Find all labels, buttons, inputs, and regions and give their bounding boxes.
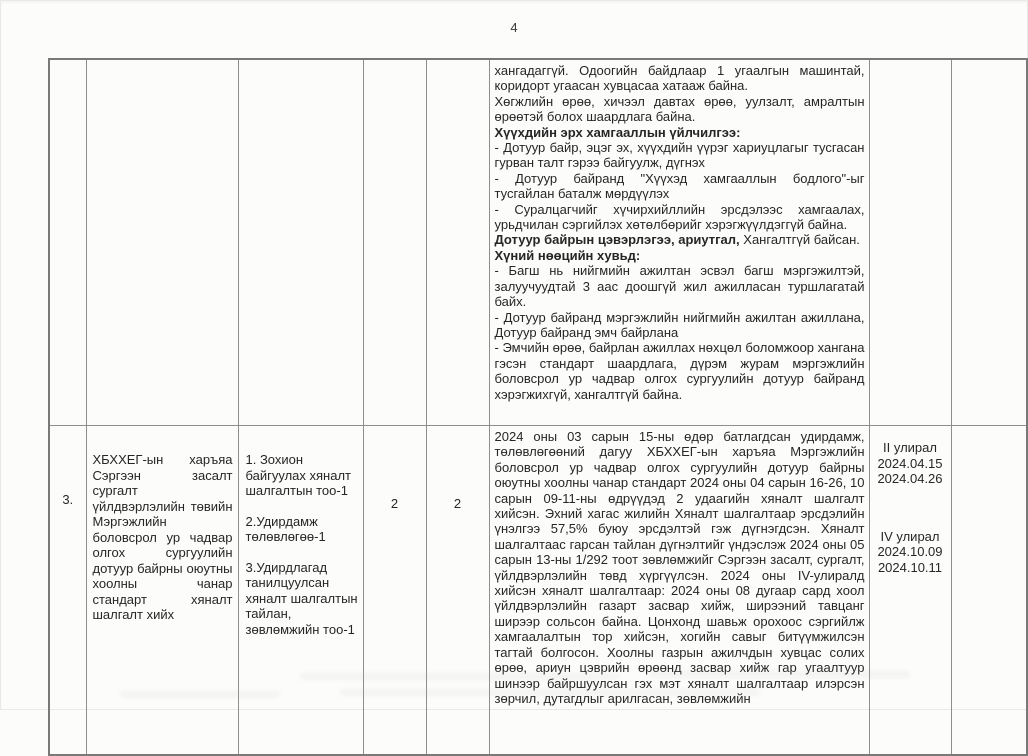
paragraph — [495, 171, 865, 202]
bold-text: Хүүхдийн эрх хамгааллын үйлчилгээ: — [494, 124, 741, 140]
indicators-cell — [238, 426, 363, 756]
plan-count-cell — [363, 59, 426, 426]
quarter-label: II улирал — [883, 440, 937, 455]
actual-count-cell — [426, 59, 489, 426]
result-cell — [489, 59, 869, 426]
date: 2024.10.11 — [877, 559, 943, 575]
text: - Дотуур байранд "Хүүхэд хамгааллын бодлого"-ыг тусгайлан баталж мөрдүүлэх — [494, 170, 865, 202]
date: 2024.10.09 — [877, 544, 943, 559]
quarter-label: IV улирал — [880, 528, 940, 544]
text: Хөгжлийн өрөө, хичээл давтах өрөө, уулзалт, амралтын өрөөтэй болох шаардлага байна. — [494, 93, 865, 125]
timeline-group — [870, 529, 951, 576]
text: - Эмчийн өрөө, байрлан ажиллах нөхцөл боломжоор хангана гэсэн стандарт шаардлага, дүрэм журам мэргэжлийн боловсрол ур чадвар олгох сургуулийн дотуур байранд хэрэгжихгүй, хангалтгүй байна. — [494, 340, 865, 402]
paragraph — [495, 232, 865, 247]
date: 2024.04.26 — [877, 471, 943, 486]
paragraph — [495, 248, 865, 263]
text: - Дотуур байранд мэргэжлийн нийгмийн ажилтан ажиллана, Дотуур байранд эмч байрлана — [494, 309, 865, 340]
table-row-item-3 — [49, 426, 1027, 756]
paragraph — [495, 140, 865, 171]
indicators-cell — [238, 59, 363, 426]
indicator-item: 3.Удирдлагад танилцуулсан хяналт шалгалтын тайлан, зөвлөмжийн тоо-1 — [245, 559, 358, 637]
table-row-continuation — [49, 59, 1027, 426]
text: - Дотуур байр, эцэг эх, хүүхдийн үүрэг хариуцлагыг тусгасан гурван талт гэрээ байгуулж, дүгнэх — [494, 140, 865, 171]
paragraph — [495, 263, 865, 309]
page-number: 4 — [510, 20, 518, 35]
task-cell — [86, 59, 238, 426]
timeline-cell — [869, 426, 951, 756]
plan-count-cell: 2 — [363, 426, 426, 756]
extra-cell — [951, 426, 1027, 756]
paragraph — [495, 63, 865, 94]
actual-count-cell: 2 — [426, 426, 489, 756]
paragraph — [495, 310, 865, 341]
extra-cell — [951, 59, 1027, 426]
paragraph — [495, 340, 865, 402]
result-cell — [489, 426, 869, 756]
report-table — [48, 58, 1028, 756]
row-number-cell — [49, 59, 86, 426]
indicator-item: 1. Зохион байгуулах хяналт шалгалтын тоо-1 — [245, 452, 352, 498]
bold-text: Хүний нөөцийн хувьд: — [494, 247, 641, 263]
date: 2024.04.15 — [877, 455, 943, 471]
timeline-cell — [869, 59, 951, 426]
timeline-group — [870, 440, 951, 487]
text: 2024 оны 03 сарын 15-ны өдөр батлагдсан удирдамж, төлөвлөгөөний дагуу ХБХХЕГ-ын харъяа Мэргэжлийн боловсрол ур чадвар олгох сургуулийн дотуур байрны оюутны хоолны чанар стандарт 2024 оны 04 сарын 16-26, 10 сарын 09-11-ны өдрүүдэд 2 удаагийн хяналт шалгалт хийсэн. Эхний хагас жилийн Хяналт шалгалтаар эрсдэлийн үнэлгээ 57,5% буюу эрсдэлтэй гэж дүгнэгдсэн. Хяналт шалгалтаас гарсан тайлан дүгнэлтийг үндэслэж 2024 оны 05 сарын 13-ны 1/292 тоот зөвлөмжийг Сэргээн засалт, сургалт, үйлдвэрлэлийн төвд хүргүүлсэн. 2024 оны IV-улиралд хийсэн хяналт шалгалтаар: 2024 оны 08 дугаар сард хоол үйлдвэрлэлийн газарт засвар хийж, ширээний тавцанг ширээр сольсон байна. Цонхонд шавьж орохоос сэргийлж хамгаалалтын тор хийсэн, хогийн савыг битүүмжилсэн тагтай болгосон. Хоолны газрын ажилчдын хувцас солих өрөө, ариун цэврийн өрөөнд засвар хийж гар угаалтуур шинээр байршуулсан гэх мэт хяналт шалгалтаар илэрсэн зөрчил, дутагдлыг арилгасан, зөвлөмжийн — [494, 429, 865, 706]
bold-text: Дотуур байрын цэвэрлэгээ, ариутгал, — [494, 232, 740, 248]
task-cell: ХБХХЕГ-ын харъяа Сэргээн засалт сургалт үйлдвэрлэлийн төвийн Мэргэжлийн боловсрол ур чадвар олгох сургуулийн дотуур байрны оюутны хоолны чанар стандарт хяналт шалгалт хийх — [86, 426, 238, 756]
paragraph — [495, 94, 865, 125]
text: - Суралцагчийг хүчирхийллийн эрсдэлээс хамгаалах, урьдчилан сэргийлэх хөтөлбөрийг хэрэгжүүлдэггүй байна. — [494, 201, 865, 233]
indicator-item: 2.Удирдамж төлөвлөгөө-1 — [245, 513, 326, 544]
text: - Багш нь нийгмийн ажилтан эсвэл багш мэргэжилтэй, залуучуудтай 3 аас доошгүй жил ажилласан туршлагатай байх. — [494, 263, 865, 310]
paragraph — [495, 125, 865, 140]
text: хангадаггүй. Одоогийн байдлаар 1 угаалгын машинтай, коридорт угаасан хувцасаа хатааж байна. — [494, 63, 865, 94]
paragraph — [495, 202, 865, 233]
paragraph — [495, 429, 865, 706]
row-number-cell: 3. — [49, 426, 86, 756]
text: Хангалтгүй байсан. — [743, 232, 860, 248]
